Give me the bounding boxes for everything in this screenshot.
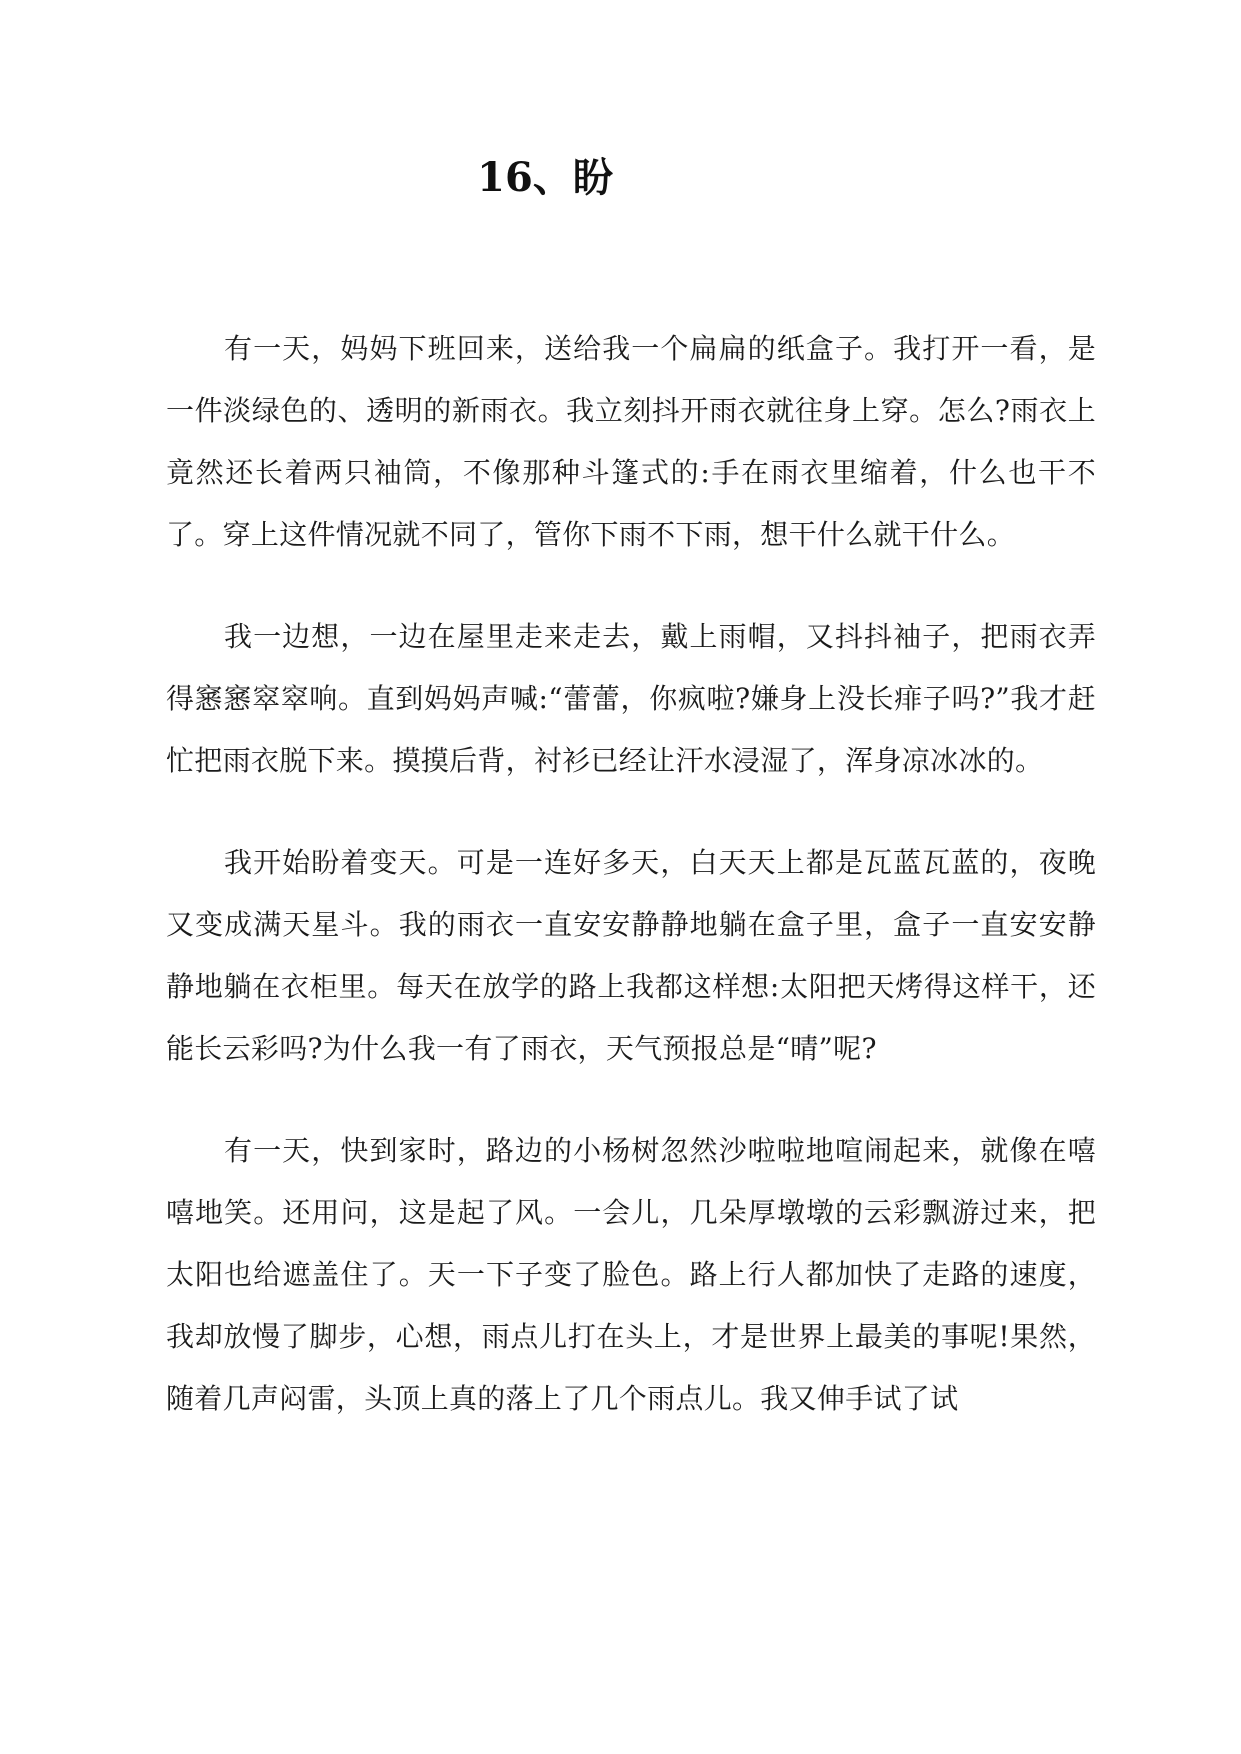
- paragraph-1: 有一天，妈妈下班回来，送给我一个扁扁的纸盒子。我打开一看，是一件淡绿色的、透明的新雨衣。我立刻抖开雨衣就往身上穿。怎么?雨衣上竟然还长着两只袖筒，不像那种斗篷式的:手在雨衣里缩着，什么也干不了。穿上这件情况就不同了，管你下雨不下雨，想干什么就干什么。: [166, 332, 1096, 551]
- article-body: [166, 318, 1096, 1470]
- paragraph-2: 我一边想，一边在屋里走来走去，戴上雨帽，又抖抖袖子，把雨衣弄得窸窸窣窣响。直到妈妈声喊:“蕾蕾，你疯啦?嫌身上没长痱子吗?”我才赶忙把雨衣脱下来。摸摸后背，衬衫已经让汗水浸湿了，浑身凉冰冰的。: [166, 620, 1096, 777]
- page-title: 16、盼: [477, 154, 613, 201]
- paragraph-4: 有一天，快到家时，路边的小杨树忽然沙啦啦地喧闹起来，就像在嘻嘻地笑。还用问，这是起了风。一会儿，几朵厚墩墩的云彩飘游过来，把太阳也给遮盖住了。天一下子变了脸色。路上行人都加快了走路的速度，我却放慢了脚步，心想，雨点儿打在头上，才是世界上最美的事呢!果然，随着几声闷雷，头顶上真的落上了几个雨点儿。我又伸手试了试: [166, 1134, 1096, 1415]
- paragraph-3: 我开始盼着变天。可是一连好多天，白天天上都是瓦蓝瓦蓝的，夜晚又变成满天星斗。我的雨衣一直安安静静地躺在盒子里，盒子一直安安静静地躺在衣柜里。每天在放学的路上我都这样想:太阳把天烤得这样干，还能长云彩吗?为什么我一有了雨衣，天气预报总是“晴”呢?: [166, 846, 1096, 1065]
